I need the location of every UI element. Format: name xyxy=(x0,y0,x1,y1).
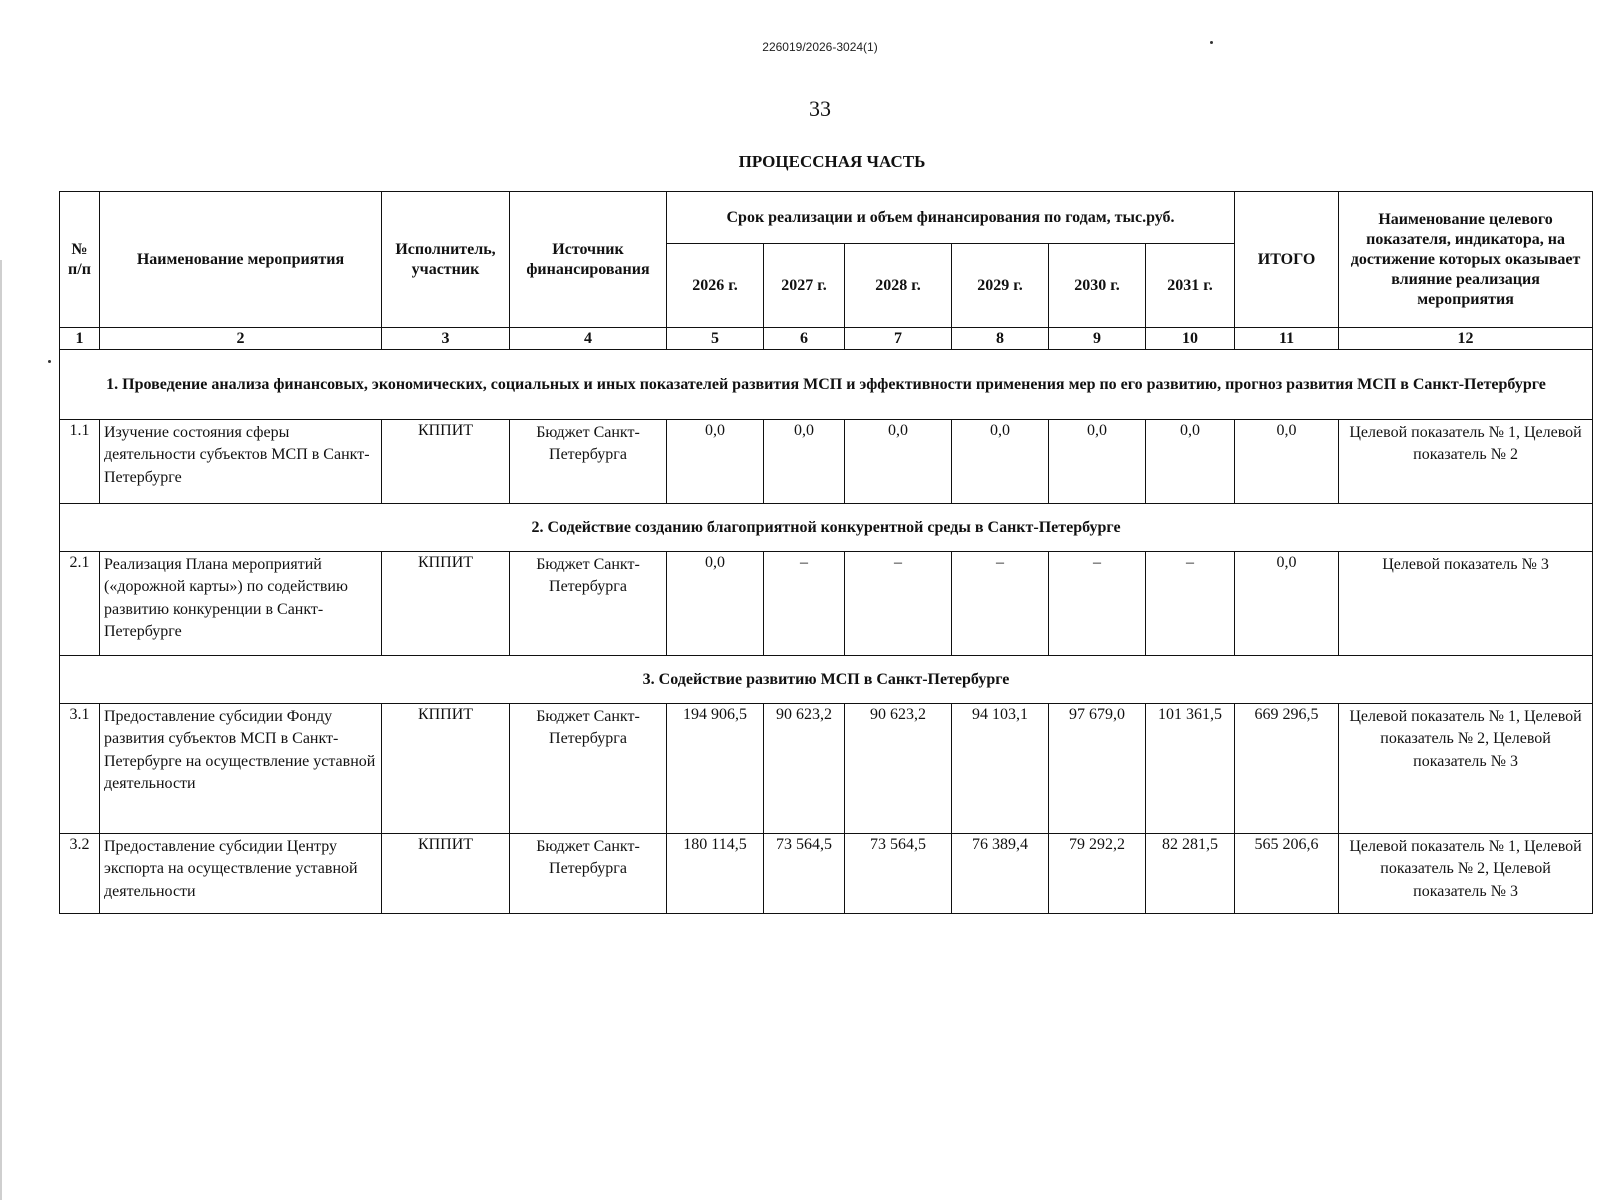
total-value: 565 206,6 xyxy=(1235,834,1339,914)
column-number: 12 xyxy=(1339,328,1593,350)
column-number: 3 xyxy=(382,328,510,350)
year-value: 90 623,2 xyxy=(764,704,845,834)
table-row xyxy=(60,552,1593,656)
funding-source: Бюджет Санкт-Петербурга xyxy=(510,834,667,914)
section-title: 3. Содействие развитию МСП в Санкт-Петербурге xyxy=(60,656,1593,704)
year-value: 0,0 xyxy=(1049,420,1146,504)
table-row xyxy=(60,834,1593,914)
row-number: 3.1 xyxy=(60,704,100,834)
column-number: 6 xyxy=(764,328,845,350)
year-value: – xyxy=(1049,552,1146,656)
table-row xyxy=(60,704,1593,834)
activity-name: Реализация Плана мероприятий («дорожной карты») по содействию развитию конкуренции в Санкт-Петербурге xyxy=(100,552,382,656)
column-number: 4 xyxy=(510,328,667,350)
year-value: 101 361,5 xyxy=(1146,704,1235,834)
total-value: 0,0 xyxy=(1235,420,1339,504)
year-value: 0,0 xyxy=(667,552,764,656)
header-num: № п/п xyxy=(60,192,100,328)
scan-speck xyxy=(48,360,51,363)
executor: КППИТ xyxy=(382,552,510,656)
header-executor: Исполнитель, участник xyxy=(382,192,510,328)
row-number: 3.2 xyxy=(60,834,100,914)
column-number: 5 xyxy=(667,328,764,350)
year-value: 73 564,5 xyxy=(764,834,845,914)
scan-edge xyxy=(0,0,2,1200)
header-total: ИТОГО xyxy=(1235,192,1339,328)
year-value: 73 564,5 xyxy=(845,834,952,914)
row-number: 2.1 xyxy=(60,552,100,656)
section-title: 2. Содействие созданию благоприятной конкурентной среды в Санкт-Петербурге xyxy=(60,504,1593,552)
executor: КППИТ xyxy=(382,704,510,834)
column-number: 10 xyxy=(1146,328,1235,350)
year-value: 90 623,2 xyxy=(845,704,952,834)
section-title: 1. Проведение анализа финансовых, экономических, социальных и иных показателей развития МСП и эффективности применения мер по его развитию, прогноз развития МСП в Санкт-Петербурге xyxy=(60,350,1593,420)
header-indicator: Наименование целевого показателя, индикатора, на достижение которых оказывает влияние реализация мероприятия xyxy=(1339,192,1593,328)
column-number: 1 xyxy=(60,328,100,350)
section-row xyxy=(60,504,1593,552)
activity-name: Изучение состояния сферы деятельности субъектов МСП в Санкт-Петербурге xyxy=(100,420,382,504)
executor: КППИТ xyxy=(382,834,510,914)
header-year: 2029 г. xyxy=(952,244,1049,328)
year-value: 82 281,5 xyxy=(1146,834,1235,914)
year-value: – xyxy=(764,552,845,656)
executor: КППИТ xyxy=(382,420,510,504)
header-year: 2031 г. xyxy=(1146,244,1235,328)
header-period: Срок реализации и объем финансирования по годам, тыс.руб. xyxy=(667,192,1235,244)
year-value: 97 679,0 xyxy=(1049,704,1146,834)
row-number: 1.1 xyxy=(60,420,100,504)
column-number: 9 xyxy=(1049,328,1146,350)
column-number: 7 xyxy=(845,328,952,350)
header-source: Источник финансирования xyxy=(510,192,667,328)
year-value: 180 114,5 xyxy=(667,834,764,914)
year-value: 76 389,4 xyxy=(952,834,1049,914)
total-value: 669 296,5 xyxy=(1235,704,1339,834)
funding-source: Бюджет Санкт-Петербурга xyxy=(510,420,667,504)
header-row xyxy=(60,192,1593,244)
document-registration-number: 226019/2026-3024(1) xyxy=(762,40,878,54)
header-year: 2026 г. xyxy=(667,244,764,328)
year-value: – xyxy=(845,552,952,656)
year-value: 0,0 xyxy=(764,420,845,504)
year-value: 194 906,5 xyxy=(667,704,764,834)
target-indicator: Целевой показатель № 1, Целевой показатель № 2 xyxy=(1339,420,1593,504)
year-value: – xyxy=(1146,552,1235,656)
page-number: 33 xyxy=(809,96,831,121)
funding-source: Бюджет Санкт-Петербурга xyxy=(510,704,667,834)
section-row xyxy=(60,656,1593,704)
year-value: 79 292,2 xyxy=(1049,834,1146,914)
header-name: Наименование мероприятия xyxy=(100,192,382,328)
header-year: 2028 г. xyxy=(845,244,952,328)
activity-name: Предоставление субсидии Центру экспорта на осуществление уставной деятельности xyxy=(100,834,382,914)
year-value: 0,0 xyxy=(1146,420,1235,504)
process-plan-table xyxy=(59,191,1593,914)
section-row xyxy=(60,350,1593,420)
funding-source: Бюджет Санкт-Петербурга xyxy=(510,552,667,656)
target-indicator: Целевой показатель № 1, Целевой показатель № 2, Целевой показатель № 3 xyxy=(1339,704,1593,834)
column-number: 2 xyxy=(100,328,382,350)
activity-name: Предоставление субсидии Фонду развития субъектов МСП в Санкт-Петербурге на осуществление уставной деятельности xyxy=(100,704,382,834)
year-value: 0,0 xyxy=(845,420,952,504)
column-number: 11 xyxy=(1235,328,1339,350)
target-indicator: Целевой показатель № 3 xyxy=(1339,552,1593,656)
year-value: – xyxy=(952,552,1049,656)
column-numbers-row xyxy=(60,328,1593,350)
year-value: 0,0 xyxy=(952,420,1049,504)
target-indicator: Целевой показатель № 1, Целевой показатель № 2, Целевой показатель № 3 xyxy=(1339,834,1593,914)
total-value: 0,0 xyxy=(1235,552,1339,656)
year-value: 0,0 xyxy=(667,420,764,504)
column-number: 8 xyxy=(952,328,1049,350)
header-year: 2030 г. xyxy=(1049,244,1146,328)
year-value: 94 103,1 xyxy=(952,704,1049,834)
page-title: ПРОЦЕССНАЯ ЧАСТЬ xyxy=(738,152,926,171)
table-row xyxy=(60,420,1593,504)
header-year: 2027 г. xyxy=(764,244,845,328)
